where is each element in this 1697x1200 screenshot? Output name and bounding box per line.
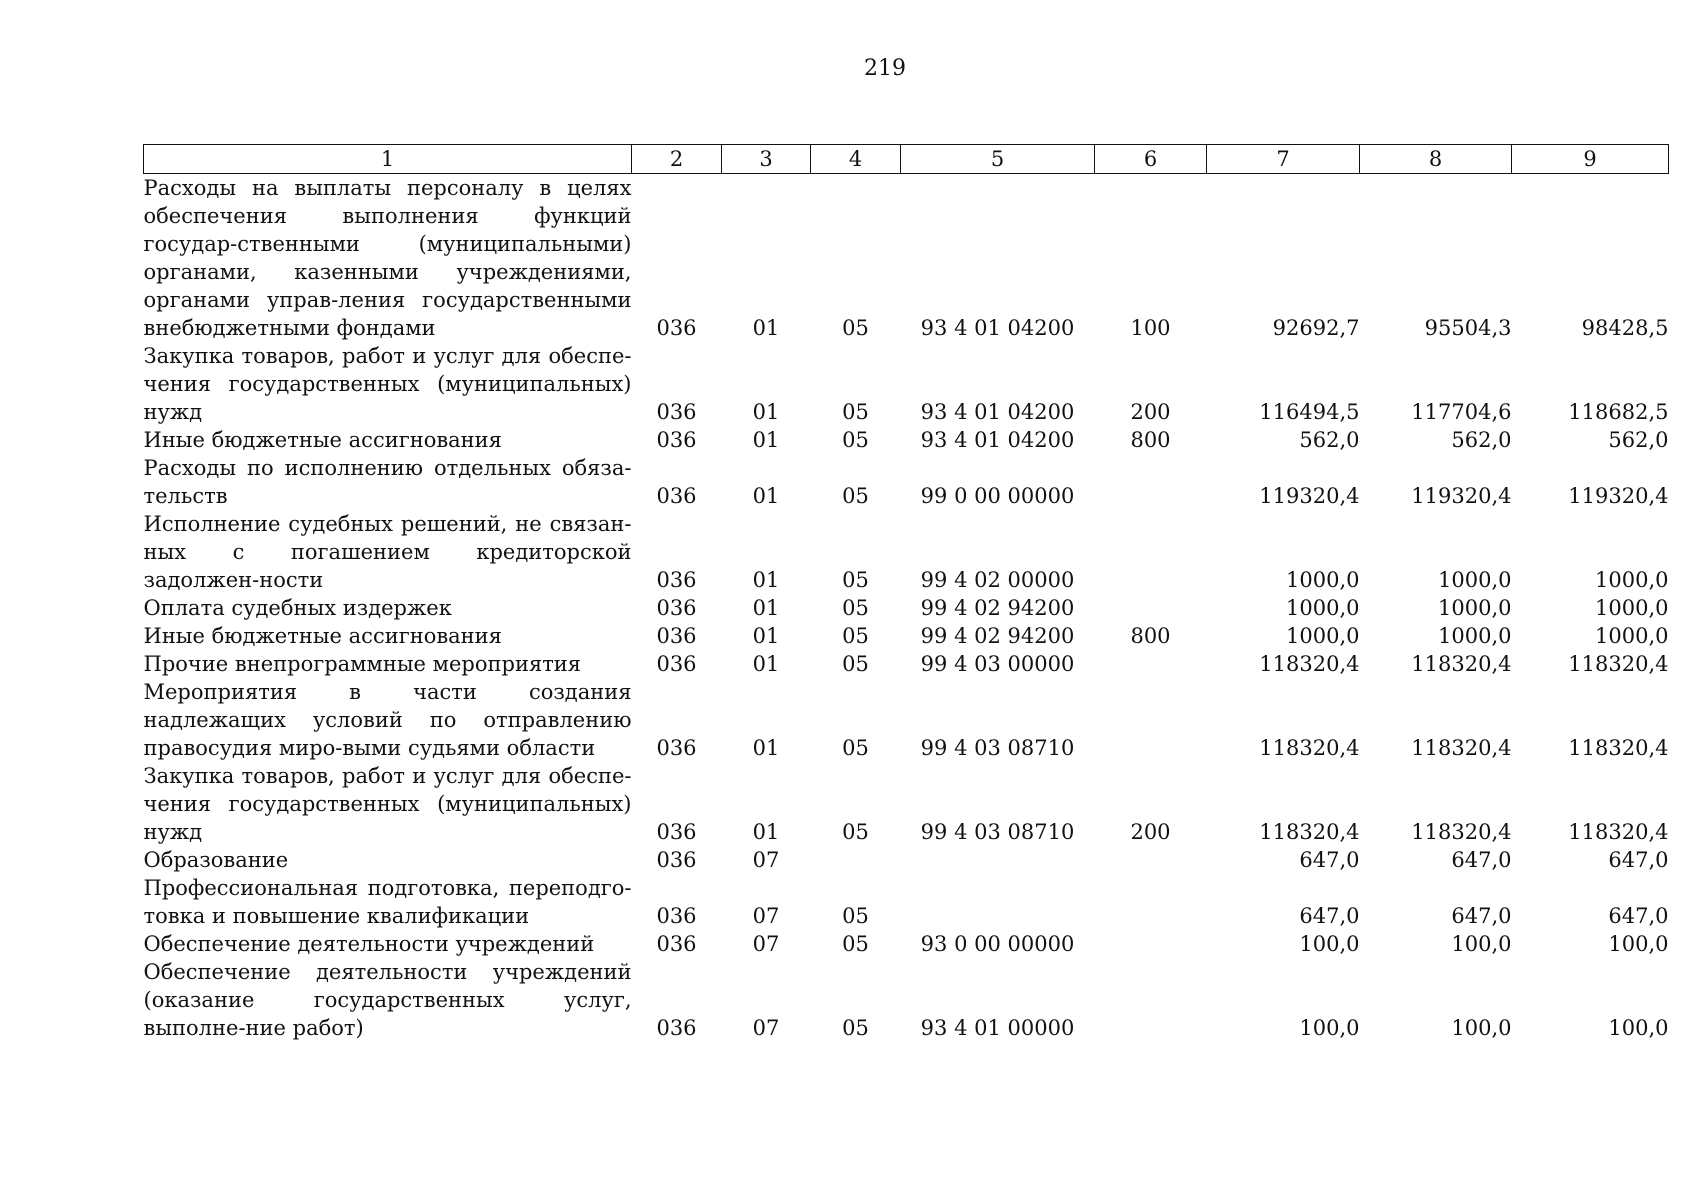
table-row: [144, 678, 1669, 762]
amount-col-7: 1000,0: [1286, 624, 1360, 648]
subsection-code: 05: [842, 316, 869, 340]
section-code: 07: [752, 904, 780, 928]
table-row: [144, 958, 1669, 1042]
amount-col-7: 116494,5: [1259, 400, 1360, 424]
expense-type-code: [1095, 846, 1207, 874]
table-row: [144, 930, 1669, 958]
amount-col-9: 100,0: [1608, 932, 1669, 956]
target-article-code: 99 0 00 00000: [920, 484, 1075, 508]
ministry-code: 036: [656, 400, 697, 424]
subsection-code: 05: [842, 904, 869, 928]
amount-col-7: 647,0: [1299, 848, 1360, 872]
expense-type-code: [1095, 930, 1207, 958]
column-number: 3: [722, 145, 811, 174]
table-body: [144, 174, 1669, 1043]
section-code: 01: [752, 400, 780, 424]
expense-type-code: [1095, 650, 1207, 678]
budget-table: [143, 144, 1669, 1042]
amount-col-9: 118320,4: [1568, 652, 1669, 676]
amount-col-8: 100,0: [1451, 932, 1512, 956]
column-number: 9: [1512, 145, 1669, 174]
table-row: [144, 846, 1669, 874]
expense-type-code: [1095, 510, 1207, 594]
column-number: 6: [1095, 145, 1207, 174]
ministry-code: 036: [656, 848, 697, 872]
target-article-code: 93 4 01 04200: [920, 400, 1075, 424]
amount-col-7: 118320,4: [1259, 820, 1360, 844]
expense-type-code: 800: [1130, 624, 1171, 648]
amount-col-7: 118320,4: [1259, 736, 1360, 760]
table-row: [144, 622, 1669, 650]
section-code: 01: [752, 652, 780, 676]
column-number: 1: [144, 145, 632, 174]
amount-col-8: 647,0: [1451, 904, 1512, 928]
amount-col-8: 118320,4: [1411, 820, 1512, 844]
ministry-code: 036: [656, 1016, 697, 1040]
target-article-code: [901, 874, 1095, 930]
section-code: 07: [752, 848, 780, 872]
amount-col-7: 100,0: [1299, 932, 1360, 956]
amount-col-9: 562,0: [1608, 428, 1669, 452]
amount-col-8: 1000,0: [1438, 568, 1512, 592]
amount-col-9: 119320,4: [1568, 484, 1669, 508]
amount-col-7: 118320,4: [1259, 652, 1360, 676]
amount-col-7: 92692,7: [1272, 316, 1360, 340]
expense-type-code: [1095, 454, 1207, 510]
ministry-code: 036: [656, 736, 697, 760]
amount-col-9: 118682,5: [1568, 400, 1669, 424]
amount-col-7: 562,0: [1299, 428, 1360, 452]
table-row: [144, 342, 1669, 426]
subsection-code: 05: [842, 736, 869, 760]
table-row: [144, 426, 1669, 454]
expense-type-code: [1095, 594, 1207, 622]
expense-type-code: [1095, 874, 1207, 930]
column-number: 8: [1360, 145, 1512, 174]
subsection-code: 05: [842, 568, 869, 592]
expense-type-code: 200: [1130, 820, 1171, 844]
expense-type-code: 100: [1130, 316, 1171, 340]
ministry-code: 036: [656, 820, 697, 844]
ministry-code: 036: [656, 316, 697, 340]
row-description: Мероприятия в части создания надлежащих условий по отправлению правосудия миро-выми судьями области: [143, 680, 632, 760]
ministry-code: 036: [656, 428, 697, 452]
amount-col-8: 562,0: [1451, 428, 1512, 452]
column-number: 7: [1207, 145, 1360, 174]
amount-col-7: 119320,4: [1259, 484, 1360, 508]
target-article-code: 99 4 03 00000: [920, 652, 1075, 676]
target-article-code: 99 4 02 94200: [920, 596, 1075, 620]
table-row: [144, 650, 1669, 678]
expense-type-code: [1095, 958, 1207, 1042]
row-description: Обеспечение деятельности учреждений: [143, 932, 595, 956]
subsection-code: 05: [842, 400, 869, 424]
target-article-code: 93 4 01 04200: [920, 428, 1075, 452]
row-description: Профессиональная подготовка, переподго-товка и повышение квалификации: [143, 876, 632, 928]
column-number: 5: [901, 145, 1095, 174]
row-description: Образование: [143, 848, 289, 872]
amount-col-9: 1000,0: [1595, 596, 1669, 620]
amount-col-7: 647,0: [1299, 904, 1360, 928]
subsection-code: 05: [842, 596, 869, 620]
amount-col-8: 1000,0: [1438, 624, 1512, 648]
amount-col-8: 117704,6: [1411, 400, 1512, 424]
amount-col-9: 647,0: [1608, 848, 1669, 872]
section-code: 01: [752, 316, 780, 340]
row-description: Прочие внепрограммные мероприятия: [143, 652, 582, 676]
subsection-code: 05: [842, 652, 869, 676]
amount-col-9: 98428,5: [1581, 316, 1669, 340]
target-article-code: 93 0 00 00000: [920, 932, 1075, 956]
ministry-code: 036: [656, 904, 697, 928]
subsection-code: 05: [842, 820, 869, 844]
ministry-code: 036: [656, 652, 697, 676]
section-code: 07: [752, 932, 780, 956]
amount-col-7: 1000,0: [1286, 568, 1360, 592]
amount-col-8: 118320,4: [1411, 652, 1512, 676]
section-code: 01: [752, 428, 780, 452]
subsection-code: 05: [842, 428, 869, 452]
table-row: [144, 874, 1669, 930]
ministry-code: 036: [656, 624, 697, 648]
subsection-code: 05: [842, 1016, 869, 1040]
section-code: 01: [752, 568, 780, 592]
ministry-code: 036: [656, 932, 697, 956]
amount-col-7: 100,0: [1299, 1016, 1360, 1040]
column-number-row: [144, 145, 1669, 174]
section-code: 01: [752, 736, 780, 760]
target-article-code: [901, 846, 1095, 874]
amount-col-7: 1000,0: [1286, 596, 1360, 620]
subsection-code: 05: [842, 624, 869, 648]
row-description: Расходы на выплаты персоналу в целях обеспечения выполнения функций государ-ственными (муниципальными) органами, казенными учреждениями, органами управ-ления государственными внебюджетными фондами: [143, 176, 632, 340]
ministry-code: 036: [656, 484, 697, 508]
row-description: Обеспечение деятельности учреждений (оказание государственных услуг, выполне-ние работ): [143, 960, 632, 1040]
section-code: 01: [752, 484, 780, 508]
target-article-code: 99 4 03 08710: [920, 820, 1075, 844]
page-number: 219: [864, 56, 906, 81]
target-article-code: 99 4 03 08710: [920, 736, 1075, 760]
amount-col-9: 1000,0: [1595, 568, 1669, 592]
table-row: [144, 762, 1669, 846]
row-description: Иные бюджетные ассигнования: [143, 624, 502, 648]
target-article-code: 99 4 02 00000: [920, 568, 1075, 592]
row-description: Иные бюджетные ассигнования: [143, 428, 502, 452]
row-description: Исполнение судебных решений, не связан-ных с погашением кредиторской задолжен-ности: [143, 512, 632, 592]
column-number: 4: [811, 145, 901, 174]
amount-col-9: 118320,4: [1568, 736, 1669, 760]
amount-col-8: 1000,0: [1438, 596, 1512, 620]
amount-col-8: 118320,4: [1411, 736, 1512, 760]
section-code: 07: [752, 1016, 780, 1040]
amount-col-8: 647,0: [1451, 848, 1512, 872]
amount-col-8: 119320,4: [1411, 484, 1512, 508]
expense-type-code: 800: [1130, 428, 1171, 452]
row-description: Расходы по исполнению отдельных обяза-тельств: [143, 456, 632, 508]
row-description: Оплата судебных издержек: [143, 596, 452, 620]
column-number: 2: [632, 145, 722, 174]
table-row: [144, 510, 1669, 594]
expense-type-code: [1095, 678, 1207, 762]
section-code: 01: [752, 596, 780, 620]
subsection-code: 05: [842, 484, 869, 508]
section-code: 01: [752, 820, 780, 844]
target-article-code: 93 4 01 00000: [920, 1016, 1075, 1040]
row-description: Закупка товаров, работ и услуг для обеспе-чения государственных (муниципальных) нужд: [143, 344, 632, 424]
table-row: [144, 594, 1669, 622]
target-article-code: 93 4 01 04200: [920, 316, 1075, 340]
subsection-code: 05: [842, 932, 869, 956]
table-row: [144, 174, 1669, 343]
amount-col-9: 1000,0: [1595, 624, 1669, 648]
row-description: Закупка товаров, работ и услуг для обеспе-чения государственных (муниципальных) нужд: [143, 764, 632, 844]
amount-col-8: 100,0: [1451, 1016, 1512, 1040]
amount-col-9: 118320,4: [1568, 820, 1669, 844]
table-row: [144, 454, 1669, 510]
amount-col-8: 95504,3: [1424, 316, 1512, 340]
expense-type-code: 200: [1130, 400, 1171, 424]
amount-col-9: 647,0: [1608, 904, 1669, 928]
ministry-code: 036: [656, 596, 697, 620]
amount-col-9: 100,0: [1608, 1016, 1669, 1040]
subsection-code: [811, 846, 901, 874]
target-article-code: 99 4 02 94200: [920, 624, 1075, 648]
ministry-code: 036: [656, 568, 697, 592]
section-code: 01: [752, 624, 780, 648]
